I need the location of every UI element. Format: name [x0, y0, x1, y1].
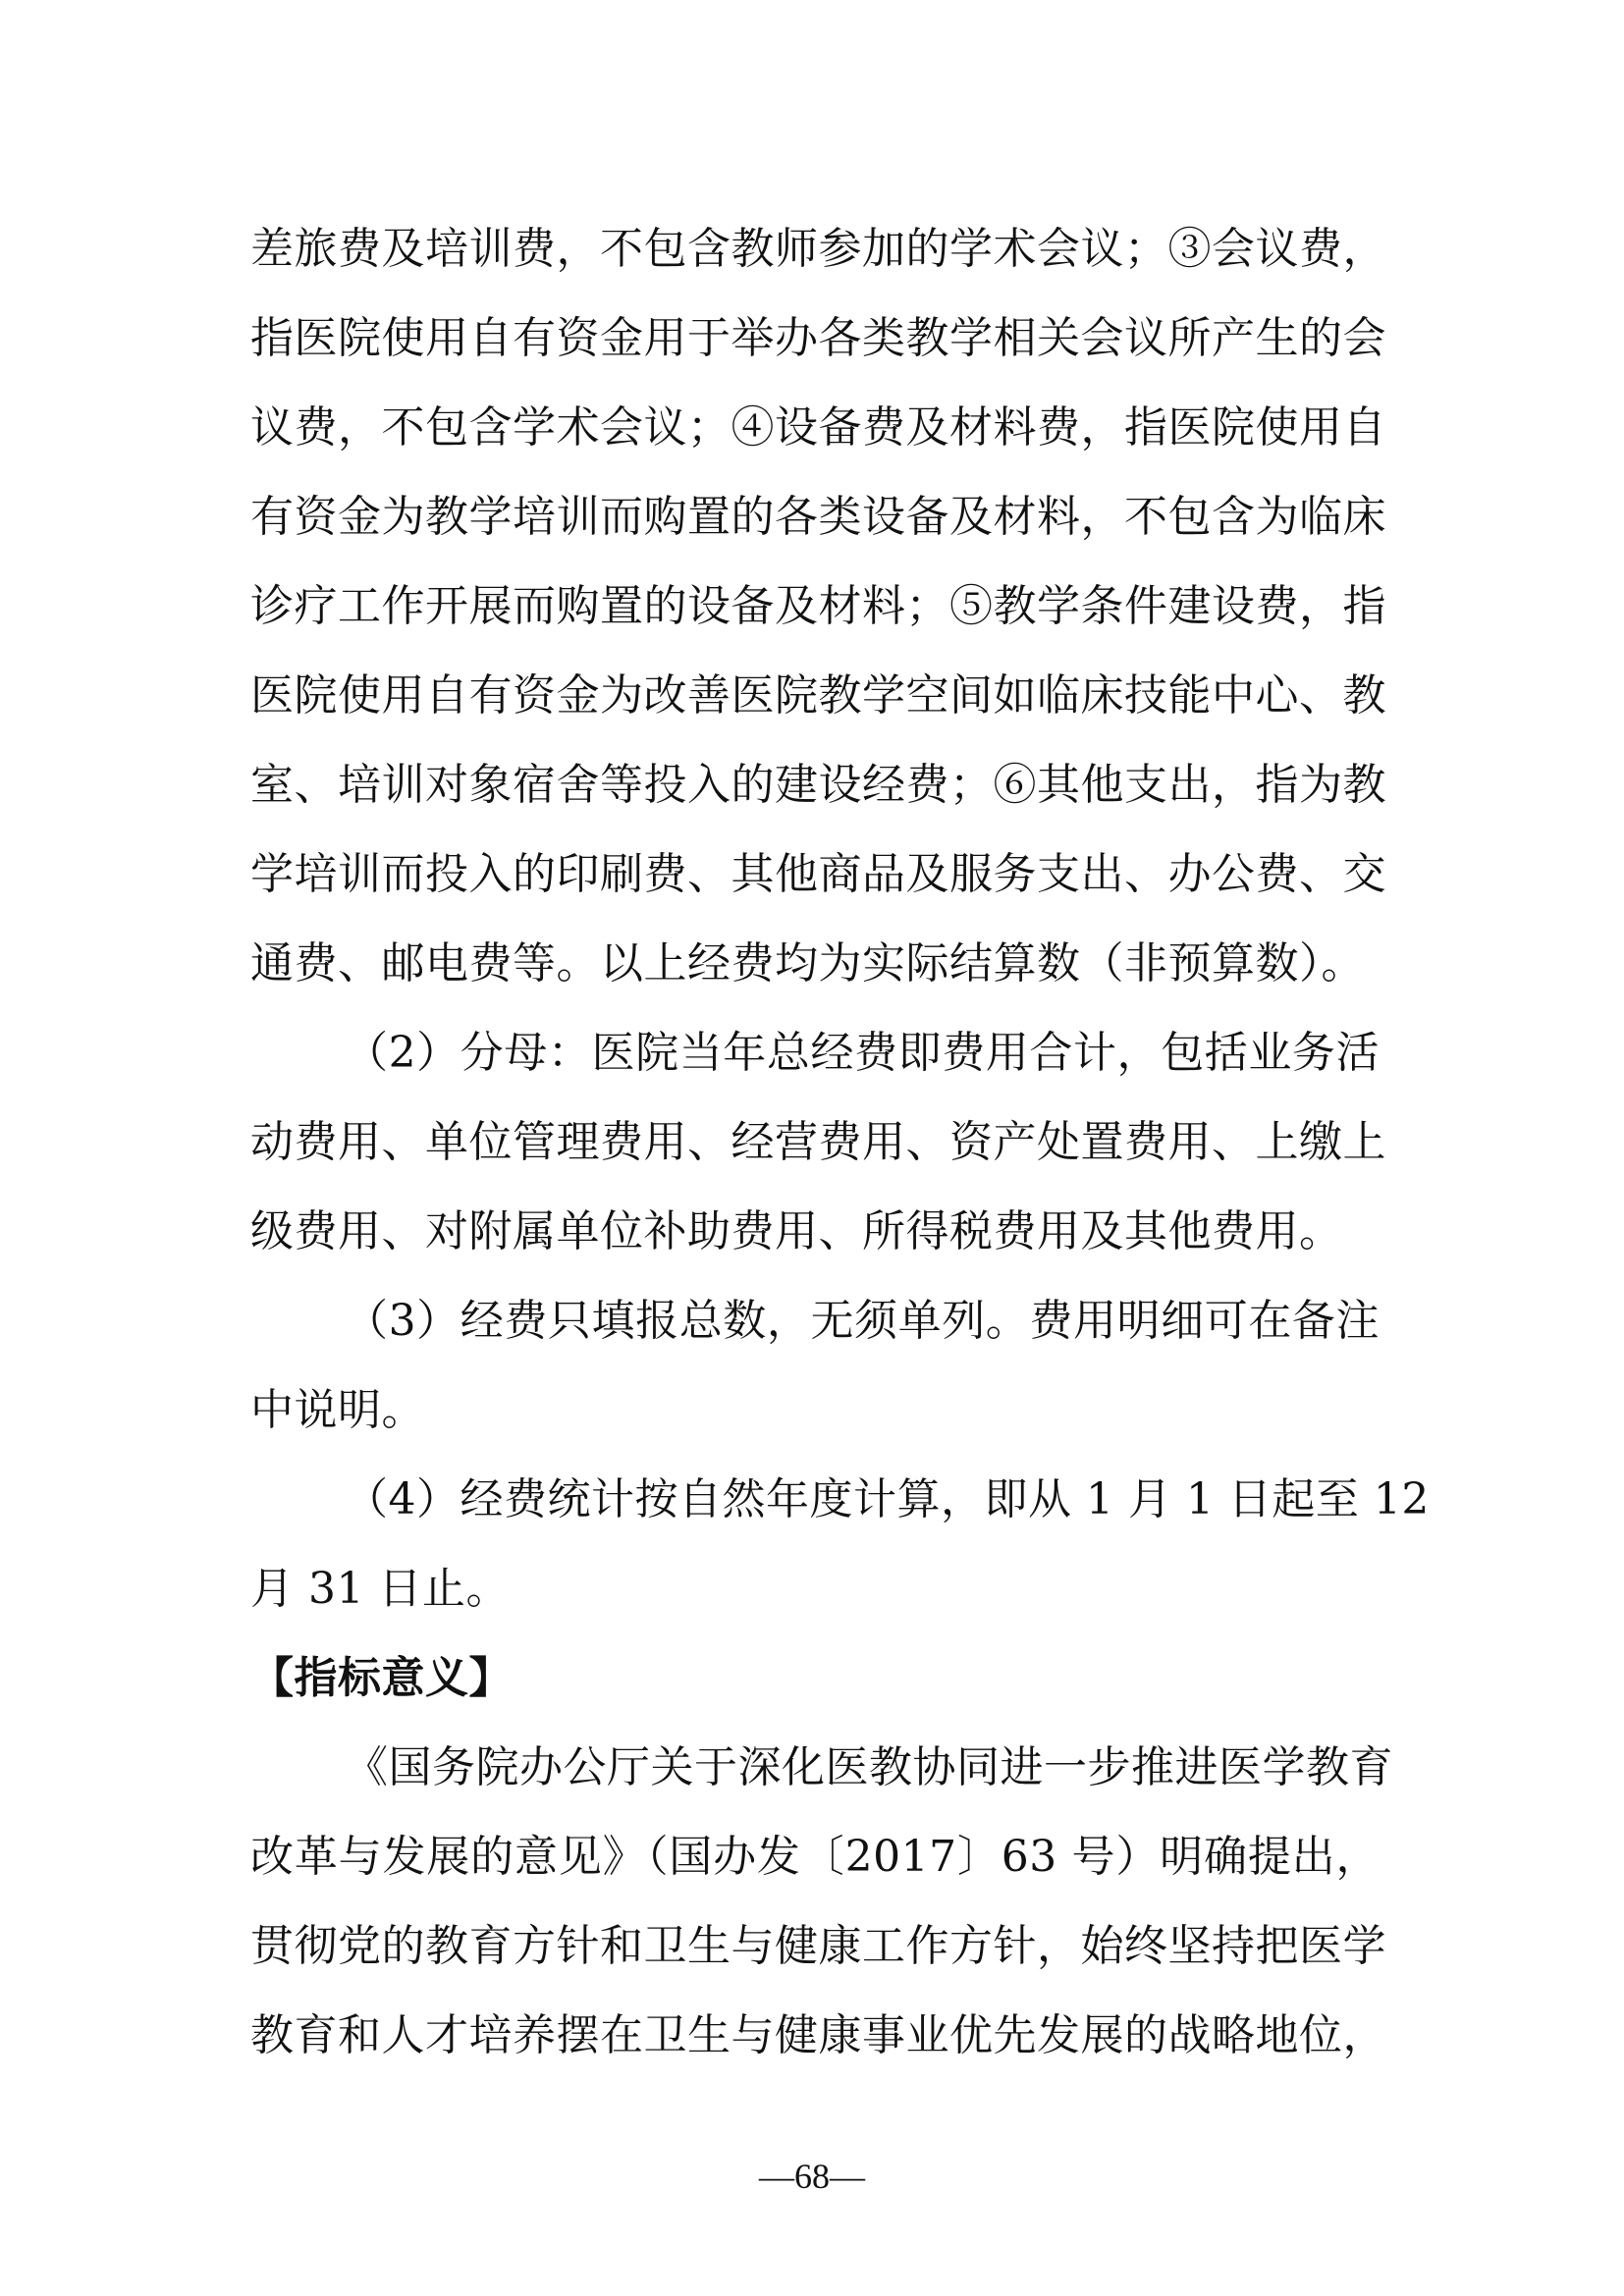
text-line: 室、培训对象宿舍等投入的建设经费；⑥其他支出，指为教: [250, 760, 1386, 810]
text-line: 中说明。: [250, 1385, 425, 1435]
text-line: 级费用、对附属单位补助费用、所得税费用及其他费用。: [250, 1206, 1343, 1256]
text-line: 教育和人才培养摆在卫生与健康事业优先发展的战略地位，: [250, 2010, 1386, 2060]
text-line: 差旅费及培训费，不包含教师参加的学术会议；③会议费，: [250, 224, 1386, 274]
text-line: 学培训而投入的印刷费、其他商品及服务支出、办公费、交: [250, 849, 1386, 899]
text-line: 通费、邮电费等。以上经费均为实际结算数（非预算数）。: [250, 938, 1365, 988]
text-line: 贯彻党的教育方针和卫生与健康工作方针，始终坚持把医学: [250, 1921, 1386, 1971]
page-number: —68—: [759, 2157, 865, 2196]
text-line: 指医院使用自有资金用于举办各类教学相关会议所产生的会: [250, 313, 1386, 363]
text-line: 动费用、单位管理费用、经营费用、资产处置费用、上缴上: [250, 1117, 1386, 1167]
text-line: 议费，不包含学术会议；④设备费及材料费，指医院使用自: [250, 402, 1386, 453]
text-line: 改革与发展的意见》（国办发〔2017〕63 号）明确提出，: [250, 1832, 1380, 1882]
text-line: 诊疗工作开展而购置的设备及材料；⑤教学条件建设费，指: [250, 581, 1386, 631]
text-line: （2）分母：医院当年总经费即费用合计，包括业务活: [345, 1028, 1380, 1078]
text-line: 《国务院办公厅关于深化医教协同进一步推进医学教育: [345, 1742, 1393, 1792]
text-line: 医院使用自有资金为改善医院教学空间如临床技能中心、教: [250, 670, 1386, 721]
text-line: 有资金为教学培训而购置的各类设备及材料，不包含为临床: [250, 492, 1386, 542]
text-line: （3）经费只填报总数，无须单列。费用明细可在备注: [345, 1296, 1380, 1346]
body-text: [250, 204, 1430, 2080]
text-line: 月 31 日止。: [250, 1564, 510, 1614]
text-line: （4）经费统计按自然年度计算，即从 1 月 1 日起至 12: [345, 1474, 1430, 1524]
section-heading: 【指标意义】: [250, 1653, 513, 1703]
